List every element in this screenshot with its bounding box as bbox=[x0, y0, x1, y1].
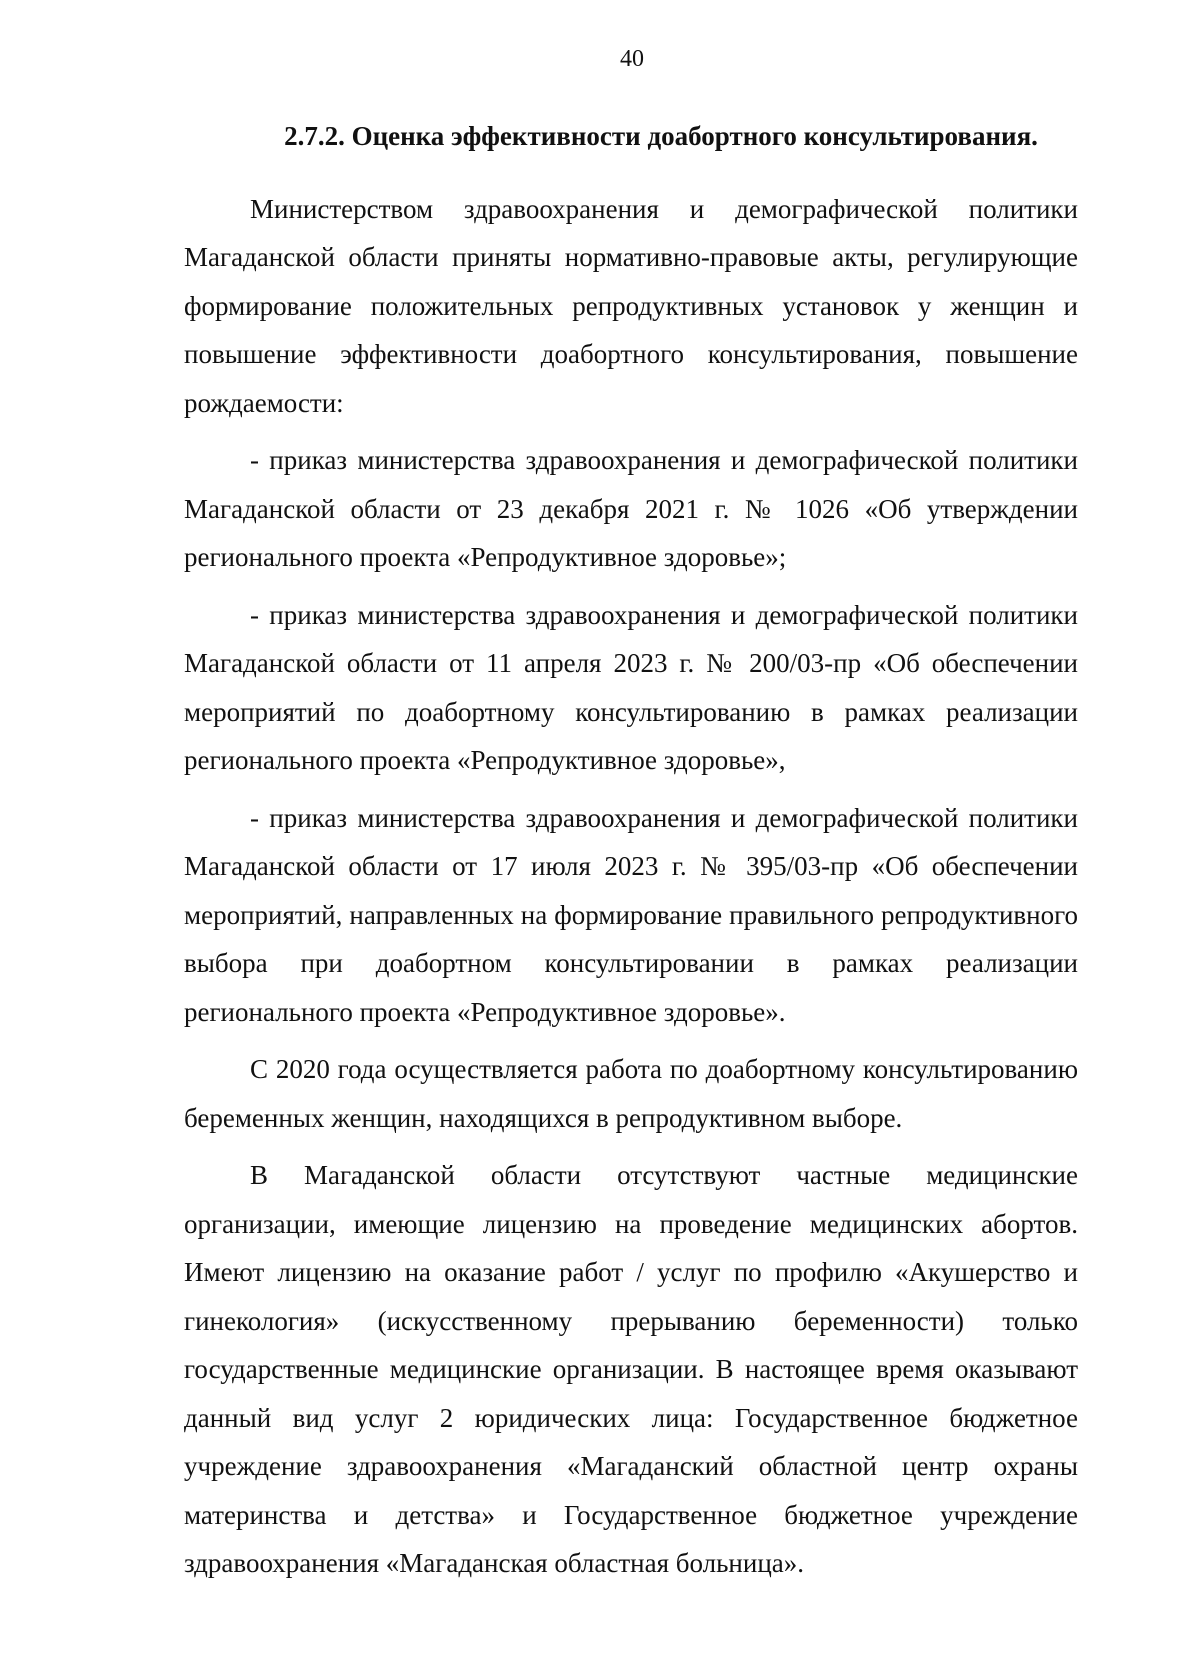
list-item-order-200: - приказ министерства здравоохранения и демографической политики Магаданской области от 11 апреля 2023 г. № 200/03-пр «Об обеспечении мероприятий по доабортному консультированию в рамках реализации регионального проекта «Репродуктивное здоровье», bbox=[184, 599, 1078, 775]
paragraph-since-2020: С 2020 года осуществляется работа по доабортному консультированию беременных женщин, находящихся в репродуктивном выборе. bbox=[184, 1054, 1078, 1133]
paragraph-licensing: В Магаданской области отсутствуют частные медицинские организации, имеющие лицензию на проведение медицинских абортов. Имеют лицензию на оказание работ / услуг по профилю «Акушерство и гинекология» (искусственному прерыванию беременности) только государственные медицинские организации. В настоящее время оказывают данный вид услуг 2 юридических лица: Государственное бюджетное учреждение здравоохранения «Магаданский областной центр охраны материнства и детства» и Государственное бюджетное учреждение здравоохранения «Магаданская областная больница». bbox=[184, 1160, 1078, 1578]
section-heading: 2.7.2. Оценка эффективности доабортного консультирования. bbox=[284, 121, 1038, 151]
paragraph-intro: Министерством здравоохранения и демографической политики Магаданской области приняты нормативно-правовые акты, регулирующие формирование положительных репродуктивных установок у женщин и повышение эффективности доабортного консультирования, повышение рождаемости: bbox=[184, 193, 1078, 418]
document-body bbox=[184, 112, 1078, 1597]
list-item-order-395: - приказ министерства здравоохранения и демографической политики Магаданской области от 17 июля 2023 г. № 395/03-пр «Об обеспечении мероприятий, направленных на формирование правильного репродуктивного выбора при доабортном консультировании в рамках реализации регионального проекта «Репродуктивное здоровье». bbox=[184, 802, 1078, 1027]
page-number: 40 bbox=[620, 46, 644, 72]
list-item-order-1026: - приказ министерства здравоохранения и демографической политики Магаданской области от 23 декабря 2021 г. № 1026 «Об утверждении регионального проекта «Репродуктивное здоровье»; bbox=[184, 445, 1078, 572]
